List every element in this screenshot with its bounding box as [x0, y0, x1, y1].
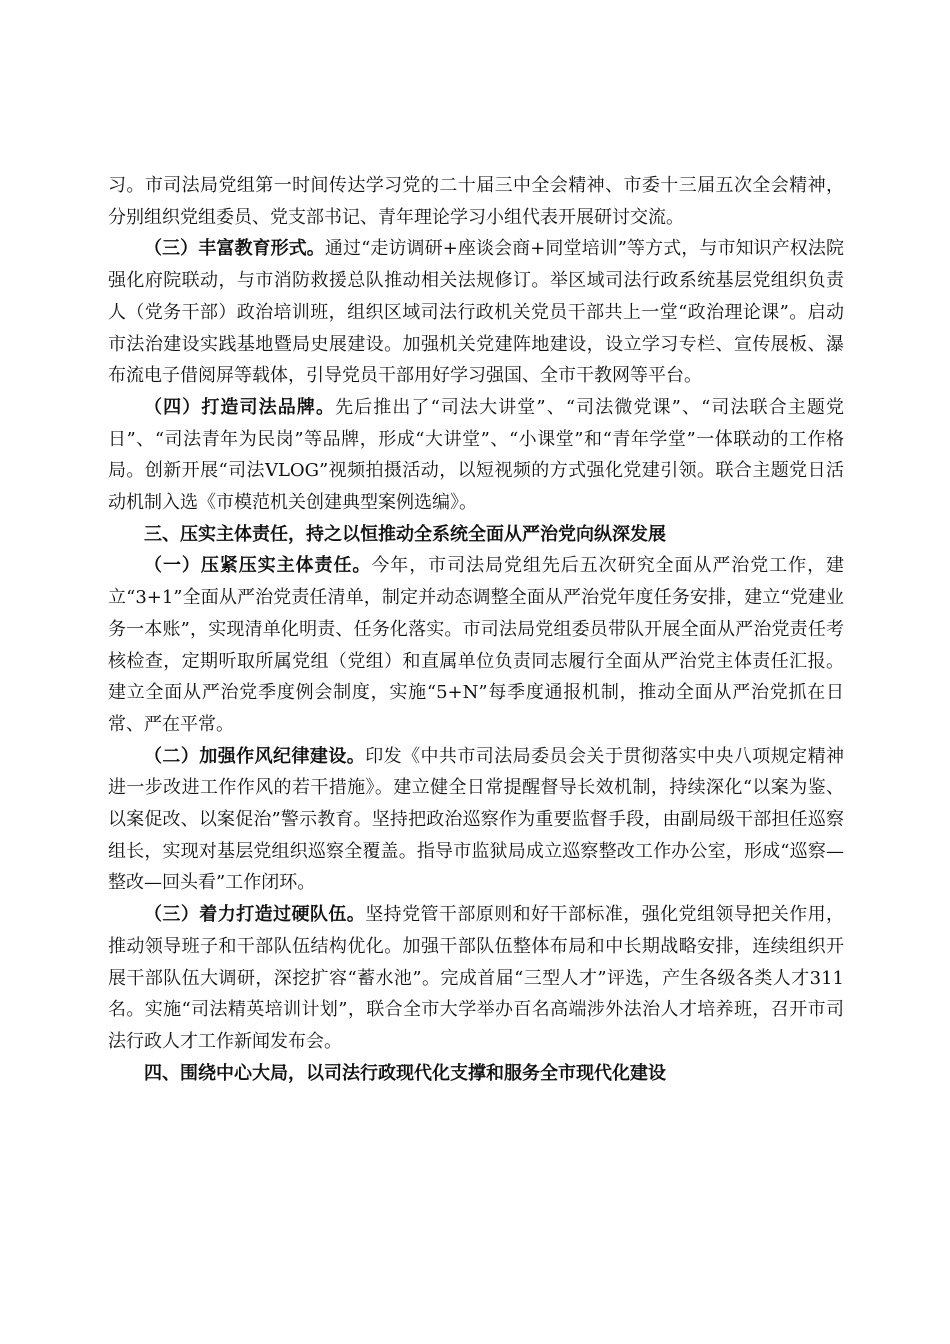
section-heading-3: 三、压实主体责任，持之以恒推动全系统全面从严治党向纵深发展 [144, 523, 666, 545]
paragraph-6 [108, 899, 844, 1058]
paragraph-6-text: 坚持党管干部原则和好干部标准，强化党组领导把关作用，推动领导班子和干部队伍结构优化。加强干部队伍整体布局和中长期战略安排，连续组织开展干部队伍大调研，深挖扩容“蓄水池”。完成首届“三型人才”评选，产生各级各类人才311名。实施“司法精英培训计划”，联合全市大学举办百名高端涉外法治人才培养班，召开市司法行政人才工作新闻发布会。 [108, 904, 845, 1052]
paragraph-4-text: 今年，市司法局党组先后五次研究全面从严治党工作，建立“3+1”全面从严治党责任清单，制定并动态调整全面从严治党年度任务安排，建立“党建业务一本账”，实现清单化明责、任务化落实。市司法局党组委员带队开展全面从严治党责任考核检查，定期听取所属党组（党组）和直属单位负责同志履行全面从严治党主体责任汇报。建立全面从严治党季度例会制度，实施“5+N”每季度通报机制，推动全面从严治党抓在日常、严在平常。 [108, 555, 845, 735]
paragraph-2-lead: （三）丰富教育形式。 [144, 238, 325, 260]
section-heading-4: 四、围绕中心大局，以司法行政现代化支撑和服务全市现代化建设 [144, 1062, 666, 1084]
paragraph-1 [108, 170, 844, 233]
paragraph-4 [108, 550, 844, 740]
paragraph-4-lead: （一）压紧压实主体责任。 [144, 555, 372, 577]
document-page [108, 170, 844, 1089]
paragraph-5-lead: （二）加强作风纪律建设。 [144, 745, 366, 767]
paragraph-1-text: 习。市司法局党组第一时间传达学习党的二十届三中全会精神、市委十三届五次全会精神，分别组织党组委员、党支部书记、青年理论学习小组代表开展研讨交流。 [108, 175, 844, 228]
paragraph-6-lead: （三）着力打造过硬队伍。 [144, 904, 366, 926]
paragraph-3 [108, 392, 844, 519]
paragraph-2 [108, 233, 844, 392]
paragraph-3-lead: （四）打造司法品牌。 [144, 396, 336, 418]
paragraph-3-text: 先后推出了“司法大讲堂”、“司法微党课”、“司法联合主题党日”、“司法青年为民岗”等品牌，形成“大讲堂”、“小课堂”和“青年学堂”一体联动的工作格局。创新开展“司法VLOG”视频拍摄活动，以短视频的方式强化党建引领。联合主题党日活动机制入选《市模范机关创建典型案例选编》。 [108, 396, 845, 514]
paragraph-5-text: 印发《中共市司法局委员会关于贯彻落实中央八项规定精神进一步改进工作作风的若干措施》。建立健全日常提醒督导长效机制，持续深化“以案为鉴、以案促改、以案促治”警示教育。坚持把政治巡察作为重要监督手段，由副局级干部担任巡察组长，实现对基层党组织巡察全覆盖。指导市监狱局成立巡察整改工作办公室，形成“巡察—整改—回头看”工作闭环。 [108, 745, 845, 894]
paragraph-5 [108, 741, 844, 900]
paragraph-2-text: 通过“走访调研+座谈会商+同堂培训”等方式，与市知识产权法院强化府院联动，与市消防救援总队推动相关法规修订。举区域司法行政系统基层党组织负责人（党务干部）政治培训班，组织区域司法行政机关党员干部共上一堂“政治理论课”。启动市法治建设实践基地暨局史展建设。加强机关党建阵地建设，设立学习专栏、宣传展板、瀑布流电子借阅屏等载体，引导党员干部用好学习强国、全市干教网等平台。 [108, 238, 845, 387]
